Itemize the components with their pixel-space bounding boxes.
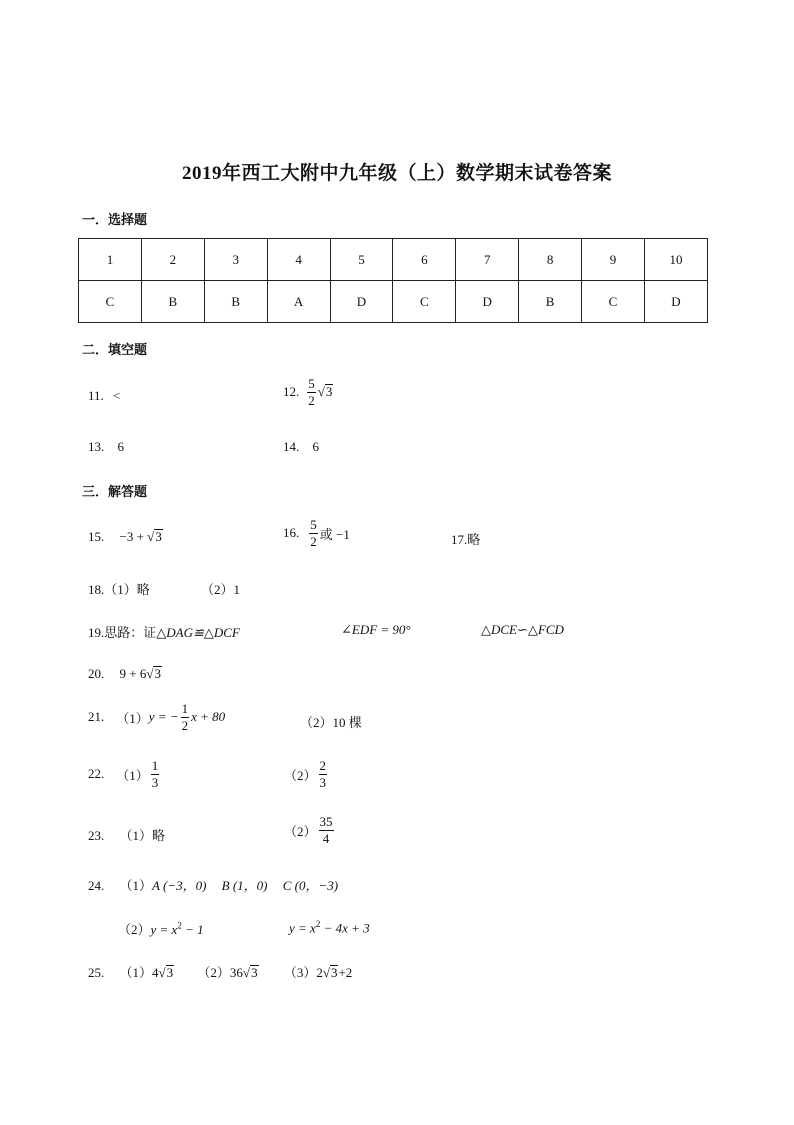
q13: [88, 439, 124, 455]
q23-part1: （1）略: [119, 828, 166, 843]
q24-eq2: y = x: [289, 920, 316, 936]
q24-point-b: B (1，0): [221, 878, 268, 893]
answer-cell: B: [204, 281, 267, 323]
question-number-cell: 3: [204, 239, 267, 281]
q16: [283, 518, 350, 548]
q11: [88, 388, 120, 404]
question-number-cell: 6: [393, 239, 456, 281]
question-number-cell: 1: [79, 239, 142, 281]
q20-expression: 9 + 6: [119, 666, 147, 681]
q19-congruence: △DAG≌△DCF: [156, 625, 240, 640]
section-solve: 三．解答题: [82, 484, 148, 499]
q23-part2: [284, 815, 336, 845]
q22-part2-label: （2）: [284, 767, 317, 783]
q24-part2: $(2)y = x^2 - 1$: [118, 920, 204, 937]
q21-fraction: $\frac{1}{2}$: [181, 701, 189, 733]
q22-part1-label: （1）: [116, 767, 149, 783]
q20-number: 20.: [88, 666, 105, 681]
answer-cell: B: [141, 281, 204, 323]
q22-number: 22.: [88, 766, 105, 782]
q12-frac-denominator: 2: [308, 392, 315, 408]
q24-eq1-post: − 1: [181, 922, 204, 937]
q12: [283, 377, 333, 407]
page-title: 2019年西工大附中九年级（上）数学期末试卷答案: [181, 163, 612, 184]
q12-frac-numerator: 5: [308, 376, 315, 391]
q24-eq2-group: $y = x^2 - 4x + 3$: [289, 919, 370, 936]
q11-number: 11.: [88, 388, 104, 403]
question-number-cell: 7: [456, 239, 519, 281]
choice-answer-table: [78, 238, 708, 323]
q15-expression: −3 +: [119, 529, 148, 544]
q18-part2: （2）1: [201, 582, 241, 597]
question-number-cell: 10: [644, 239, 707, 281]
q24-point-c: C (0，−3): [282, 878, 339, 893]
q18-number: 18.: [88, 582, 105, 597]
q22-fraction1: $\frac{1}{3}$: [151, 758, 159, 790]
q21-part2: （2）10 棵: [300, 715, 362, 730]
q22: [88, 759, 161, 789]
q25-part2: （2）36: [197, 965, 243, 980]
q16-or: 或 −1: [319, 526, 350, 542]
q15-number: 15.: [88, 529, 105, 544]
q24-number: 24.: [88, 878, 105, 893]
q14-number: 14.: [283, 439, 300, 454]
q22-fraction2: $\frac{2}{3}$: [319, 758, 327, 790]
table-row-numbers: [79, 239, 708, 281]
q23-part2-label: （2）: [284, 823, 317, 839]
section-choice: 一．选择题: [82, 212, 148, 227]
answer-cell: C: [79, 281, 142, 323]
question-number-cell: 9: [582, 239, 645, 281]
q24-part1-label: （1）: [119, 878, 153, 893]
q11-answer: <: [113, 388, 121, 403]
q25-part1: （1）4: [119, 965, 159, 980]
q25-part3: （3）2: [283, 965, 323, 980]
q17: 17.略: [451, 532, 481, 547]
q24: [88, 875, 338, 894]
question-number-cell: 2: [141, 239, 204, 281]
q23: [88, 825, 165, 844]
q12-fraction: [307, 377, 316, 407]
q21: [88, 702, 225, 732]
q20: [88, 666, 162, 682]
q21-number: 21.: [88, 709, 105, 725]
q16-fraction: $\frac{5}{2}$: [310, 517, 317, 549]
q24-eq2-post: − 4x + 3: [320, 920, 370, 936]
q15: [88, 529, 163, 545]
q25: 25. （1）4√ 3 （2）36√ 3 （3）2√ 3 +2: [88, 965, 353, 980]
q21-eq-post: x + 80: [191, 709, 226, 725]
q19-prefix: 19.思路：证: [88, 625, 157, 640]
q18: [88, 579, 240, 598]
q22-part2: [284, 759, 329, 789]
q21-part1-label: （1）: [116, 710, 149, 726]
q24-eq1: y = x: [150, 922, 178, 937]
answer-cell: A: [267, 281, 330, 323]
answer-cell: B: [519, 281, 582, 323]
q13-number: 13.: [88, 439, 105, 454]
q13-answer: 6: [117, 439, 124, 454]
q24-point-a: A (−3，0): [152, 878, 207, 893]
answer-cell: C: [393, 281, 456, 323]
q12-number: 12.: [283, 384, 300, 400]
table-row-answers: [79, 281, 708, 323]
q20-sqrt: √ 3: [146, 666, 161, 681]
question-number-cell: 5: [330, 239, 393, 281]
q14-answer: 6: [312, 439, 319, 454]
q19-angle: ∠EDF = 90°: [341, 622, 411, 637]
question-number-cell: 8: [519, 239, 582, 281]
answer-cell: D: [456, 281, 519, 323]
answer-cell: D: [330, 281, 393, 323]
q23-number: 23.: [88, 828, 105, 843]
answer-cell: D: [644, 281, 707, 323]
q12-sqrt: √ 3: [317, 384, 333, 400]
answer-cell: C: [582, 281, 645, 323]
q25-number: 25.: [88, 965, 105, 980]
q18-part1: （1）略: [104, 582, 150, 597]
section-fill: 二．填空题: [82, 342, 148, 357]
q16-number: 16.: [283, 525, 300, 541]
q14: [283, 439, 319, 455]
q21-eq-pre: y = −: [148, 709, 179, 725]
q19-similarity: △DCE∽△FCD: [481, 622, 564, 637]
q24-part2-label: （2）: [118, 922, 151, 937]
question-number-cell: 4: [267, 239, 330, 281]
q15-sqrt: √ 3: [147, 529, 162, 544]
q23-fraction: $\frac{35}{4}$: [319, 814, 333, 846]
q19: [88, 622, 240, 641]
